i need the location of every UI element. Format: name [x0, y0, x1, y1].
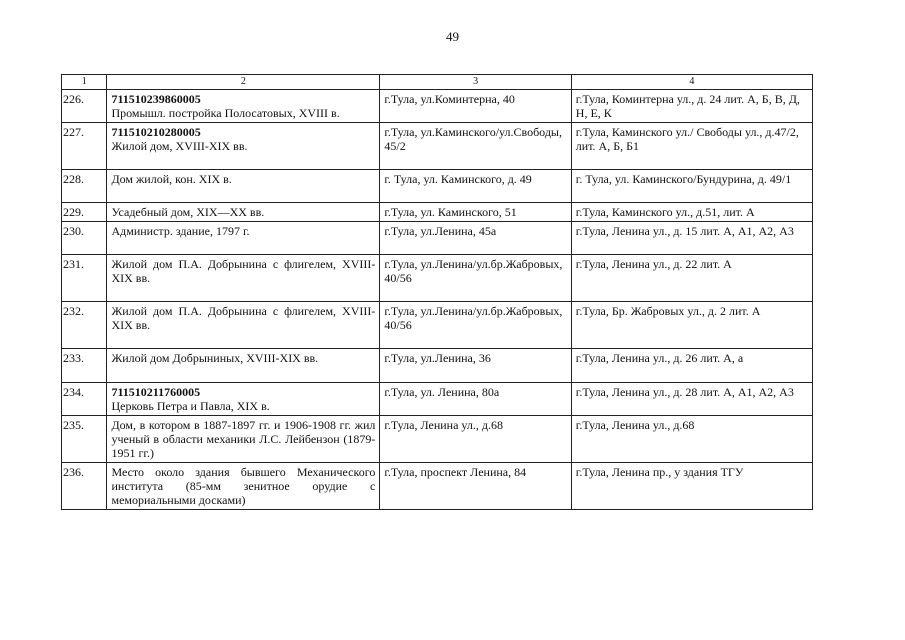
object-name: Жилой дом П.А. Добрынина с флигелем, XVIII-XIX вв.: [111, 257, 376, 285]
row-number: 233.: [62, 349, 107, 383]
table-row: [62, 203, 813, 222]
object-cell: [107, 90, 380, 123]
table-row: [62, 302, 813, 349]
object-cell: [107, 170, 380, 203]
location-cell: г. Тула, ул. Каминского/Бундурина, д. 49/1: [571, 170, 812, 203]
location-cell: г.Тула, Ленина пр., у здания ТГУ: [571, 463, 812, 510]
column-header-1: 1: [62, 75, 107, 90]
object-cell: [107, 203, 380, 222]
row-number: 226.: [62, 90, 107, 123]
row-number: 234.: [62, 383, 107, 416]
registry-code: 711510239860005: [111, 92, 201, 106]
table-row: [62, 170, 813, 203]
location-cell: г.Тула, Ленина ул., д. 28 лит. А, А1, А2, А3: [571, 383, 812, 416]
object-name: Дом, в котором в 1887-1897 гг. и 1906-1908 гг. жил ученый в области механики Л.С. Лейбензон (1879-1951 гг.): [111, 418, 376, 460]
address-cell: г. Тула, ул. Каминского, д. 49: [380, 170, 571, 203]
object-cell: [107, 302, 380, 349]
table-row: [62, 416, 813, 463]
location-cell: г.Тула, Ленина ул., д. 15 лит. А, А1, А2, А3: [571, 222, 812, 255]
address-cell: г.Тула, Ленина ул., д.68: [380, 416, 571, 463]
location-cell: г.Тула, Коминтерна ул., д. 24 лит. А, Б, В, Д, Н, Е, К: [571, 90, 812, 123]
table-row: [62, 255, 813, 302]
object-cell: [107, 349, 380, 383]
object-name: Церковь Петра и Павла, XIX в.: [111, 399, 270, 413]
object-cell: [107, 383, 380, 416]
registry-code: 711510211760005: [111, 385, 201, 399]
row-number: 232.: [62, 302, 107, 349]
row-number: 235.: [62, 416, 107, 463]
object-name: Администр. здание, 1797 г.: [111, 224, 250, 238]
address-cell: г.Тула, ул.Ленина, 36: [380, 349, 571, 383]
object-name: Усадебный дом, XIX—XX вв.: [111, 205, 265, 219]
address-cell: г.Тула, ул.Ленина/ул.бр.Жабровых, 40/56: [380, 255, 571, 302]
address-cell: г.Тула, ул.Каминского/ул.Свободы, 45/2: [380, 123, 571, 170]
table-body: [62, 90, 813, 510]
object-name: Место около здания бывшего Механического института (85-мм зенитное орудие с мемориальными досками): [111, 465, 376, 507]
table-row: [62, 349, 813, 383]
object-name: Жилой дом П.А. Добрынина с флигелем, XVIII-XIX вв.: [111, 304, 376, 332]
location-cell: г.Тула, Ленина ул., д. 26 лит. А, а: [571, 349, 812, 383]
address-cell: г.Тула, проспект Ленина, 84: [380, 463, 571, 510]
address-cell: г.Тула, ул.Ленина, 45а: [380, 222, 571, 255]
row-number: 229.: [62, 203, 107, 222]
table-row: [62, 463, 813, 510]
table-header-row: [62, 75, 813, 90]
object-name: Жилой дом Добрыниных, XVIII-XIX вв.: [111, 351, 319, 365]
row-number: 231.: [62, 255, 107, 302]
address-cell: г.Тула, ул.Коминтерна, 40: [380, 90, 571, 123]
object-cell: [107, 123, 380, 170]
address-cell: г.Тула, ул. Каминского, 51: [380, 203, 571, 222]
location-cell: г.Тула, Ленина ул., д. 22 лит. А: [571, 255, 812, 302]
location-cell: г.Тула, Бр. Жабровых ул., д. 2 лит. А: [571, 302, 812, 349]
address-cell: г.Тула, ул. Ленина, 80а: [380, 383, 571, 416]
object-cell: [107, 222, 380, 255]
location-cell: г.Тула, Каминского ул./ Свободы ул., д.47/2, лит. А, Б, Б1: [571, 123, 812, 170]
table-row: [62, 90, 813, 123]
location-cell: г.Тула, Каминского ул., д.51, лит. А: [571, 203, 812, 222]
object-name: Дом жилой, кон. XIX в.: [111, 172, 232, 186]
column-header-2: 2: [107, 75, 380, 90]
row-number: 236.: [62, 463, 107, 510]
column-header-3: 3: [380, 75, 571, 90]
row-number: 230.: [62, 222, 107, 255]
table-row: [62, 383, 813, 416]
object-cell: [107, 255, 380, 302]
object-cell: [107, 416, 380, 463]
address-cell: г.Тула, ул.Ленина/ул.бр.Жабровых, 40/56: [380, 302, 571, 349]
row-number: 227.: [62, 123, 107, 170]
page-number: 49: [446, 29, 459, 44]
location-cell: г.Тула, Ленина ул., д.68: [571, 416, 812, 463]
object-name: Жилой дом, XVIII-XIX вв.: [111, 139, 248, 153]
object-name: Промышл. постройка Полосатовых, XVIII в.: [111, 106, 340, 120]
registry-code: 711510210280005: [111, 125, 201, 139]
row-number: 228.: [62, 170, 107, 203]
heritage-registry-table: [61, 74, 813, 510]
table-row: [62, 222, 813, 255]
column-header-4: 4: [571, 75, 812, 90]
object-cell: [107, 463, 380, 510]
table-row: [62, 123, 813, 170]
